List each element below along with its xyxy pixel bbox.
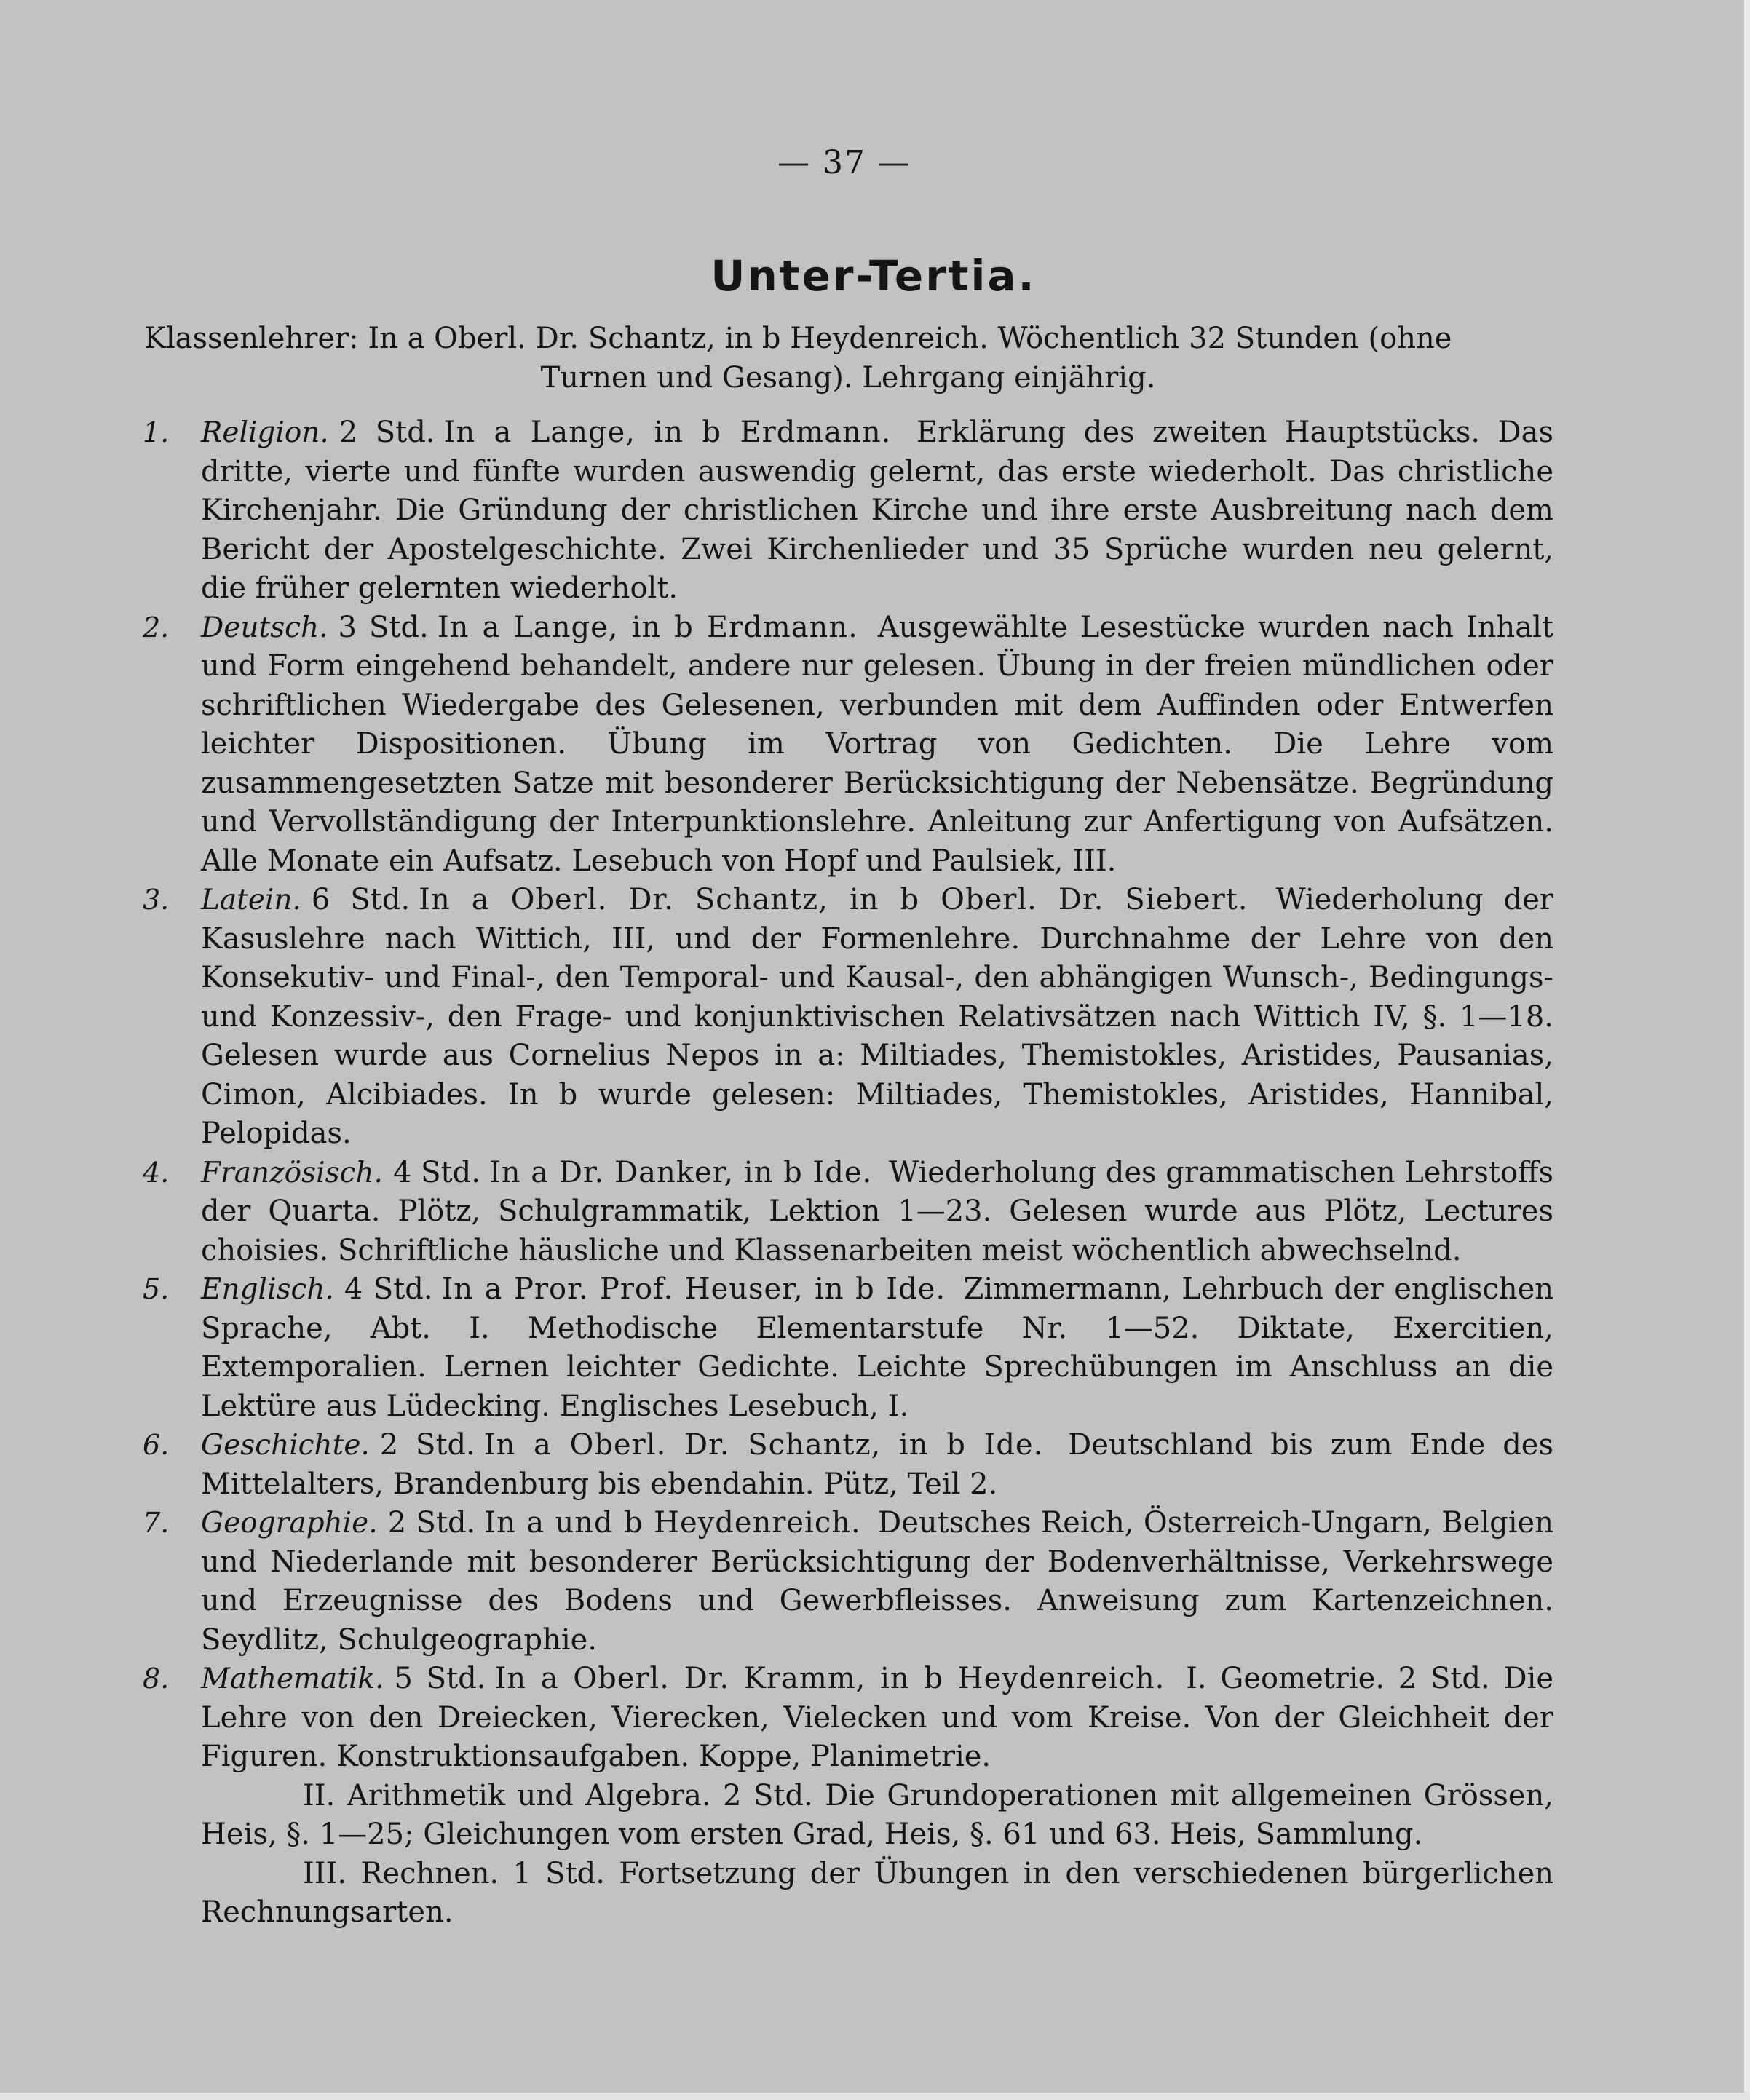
subject-teachers: In a Lange, in b Erdmann. <box>443 416 892 449</box>
subject-name: Deutsch. <box>201 611 328 644</box>
subject-name: Geschichte. <box>201 1429 370 1462</box>
subject-number: 6. <box>143 1429 170 1461</box>
subject-teachers: In a Pror. Prof. Heuser, in b Ide. <box>441 1272 946 1306</box>
subject-englisch <box>143 1270 1553 1426</box>
subject-name: Latein. <box>201 884 301 916</box>
class-info-line-2: Turnen und Gesang). Lehrgang einjährig. <box>540 361 1156 395</box>
scan-edge-right <box>1744 0 1750 2100</box>
subject-name: Französisch. <box>201 1156 383 1189</box>
subject-description: Erklärung des zweiten Hauptstücks. Das dritte, vierte und fünfte wurden auswendig gelernt, das erste wiederholt. Das christliche Kirchenjahr. Die Gründung der christlichen Kirche und ihre erste Ausbreitung nach dem Bericht der Apostelgeschichte. Zwei Kirchenlieder und 35 Sprüche wurden neu gelernt, die früher gelernten wiederholt. <box>201 416 1554 605</box>
subject-description: I. Geometrie. 2 Std. Die Lehre von den Dreiecken, Vierecken, Vielecken und vom Kreise. Von der Gleichheit der Figuren. Konstruktionsaufgaben. Koppe, Planimetrie. <box>201 1662 1554 1773</box>
subject-hours: 5 Std. <box>394 1662 486 1695</box>
subject-religion <box>143 413 1553 609</box>
subject-geographie <box>143 1504 1553 1660</box>
subject-subsection-rechnen: III. Rechnen. 1 Std. Fortsetzung der Übungen in den verschiedenen bürgerlichen Rechnungsarten. <box>201 1856 1553 1929</box>
page-number: — 37 — <box>777 144 911 181</box>
subject-deutsch <box>143 609 1553 881</box>
subject-mathematik <box>143 1660 1553 1933</box>
subject-teachers: In a Lange, in b Erdmann. <box>437 610 858 644</box>
subject-name: Religion. <box>201 416 329 449</box>
subject-hours: 3 Std. <box>338 610 429 644</box>
class-info-line-1: Klassenlehrer: In a Oberl. Dr. Schantz, in b Heydenreich. Wöchentlich 32 Stunden (ohne <box>144 322 1452 355</box>
subject-hours: 4 Std. <box>392 1155 480 1189</box>
subject-description: Deutsches Reich, Österreich-Ungarn, Belgien und Niederlande mit besonderer Berücksichtigung der Bodenverhältnisse, Verkehrswege und Erzeugnisse des Bodens und Gewerbfleisses. Anweisung zum Kartenzeichnen. Seydlitz, Schulgeographie. <box>201 1506 1553 1657</box>
subject-teachers: In a und b Heydenreich. <box>484 1506 861 1540</box>
subject-description: Wiederholung der Kasuslehre nach Wittich, III, und der Formenlehre. Durchnahme der Lehre von den Konsekutiv- und Final-, den Temporal- und Kausal-, den abhängigen Wunsch-, Bedingungs- und Konzessiv-, den Frage- und konjunktivischen Relativsätzen nach Wittich IV, §. 1—18. Gelesen wurde aus Cornelius Nepos in a: Miltiades, Themistokles, Aristides, Pausanias, Cimon, Alcibiades. In b wurde gelesen: Miltiades, Themistokles, Aristides, Hannibal, Pelopidas. <box>201 883 1553 1150</box>
subject-latein <box>143 881 1553 1154</box>
section-title: Unter-Tertia. <box>710 251 1037 301</box>
subject-teachers: In a Oberl. Dr. Kramm, in b Heydenreich. <box>494 1662 1165 1695</box>
subject-franzoesisch <box>143 1154 1553 1271</box>
subject-description: Deutschland bis zum Ende des Mittelalters, Brandenburg bis ebendahin. Pütz, Teil 2. <box>201 1428 1554 1501</box>
subject-subsection-arithmetik: II. Arithmetik und Algebra. 2 Std. Die Grundoperationen mit allgemeinen Grössen, Heis, §. 1—25; Gleichungen vom ersten Grad, Heis, §. 61 und 63. Heis, Sammlung. <box>201 1778 1553 1851</box>
scan-edge-bottom <box>0 2093 1750 2100</box>
subject-number: 7. <box>143 1507 170 1539</box>
subject-geschichte <box>143 1426 1553 1504</box>
subject-name: Geographie. <box>201 1507 378 1540</box>
subject-description: Ausgewählte Lesestücke wurden nach Inhalt und Form eingehend behandelt, andere nur gelesen. Übung in der freien mündlichen oder schriftlichen Wiedergabe des Gelesenen, verbunden mit dem Auffinden oder Entwerfen leichter Dispositionen. Übung im Vortrag von Gedichten. Die Lehre vom zusammengesetzten Satze mit besonderer Berücksichtigung der Nebensätze. Begründung und Vervollständigung der Interpunktionslehre. Anleitung zur Anfertigung von Aufsätzen. Alle Monate ein Aufsatz. Lesebuch von Hopf und Paulsiek, III. <box>201 610 1554 878</box>
subject-name: Englisch. <box>201 1273 334 1306</box>
subject-teachers: In a Dr. Danker, in b Ide. <box>488 1155 873 1189</box>
subject-number: 5. <box>143 1273 170 1305</box>
subject-name: Mathematik. <box>201 1663 384 1695</box>
subject-number: 8. <box>143 1663 170 1695</box>
subject-teachers: In a Oberl. Dr. Schantz, in b Oberl. Dr. Siebert. <box>419 883 1248 916</box>
subject-number: 2. <box>143 611 170 643</box>
subject-hours: 2 Std. <box>338 416 435 449</box>
subject-number: 4. <box>143 1156 170 1189</box>
class-info <box>144 319 1552 397</box>
subject-number: 1. <box>143 416 170 448</box>
subject-description: Wiederholung des grammatischen Lehrstoffs der Quarta. Plötz, Schulgrammatik, Lektion 1—23. Gelesen wurde aus Plötz, Lectures choisies. Schriftliche häusliche und Klassenarbeiten meist wöchentlich abwechselnd. <box>201 1155 1553 1267</box>
subject-hours: 2 Std. <box>387 1506 476 1540</box>
subject-hours: 6 Std. <box>311 883 411 916</box>
subject-description: Zimmermann, Lehrbuch der englischen Sprache, Abt. I. Methodische Elementarstufe Nr. 1—52. Diktate, Exercitien, Extemporalien. Lernen leichter Gedichte. Leichte Sprechübungen im Anschluss an die Lektüre aus Lüdecking. Englisches Lesebuch, I. <box>201 1272 1554 1423</box>
subject-hours: 4 Std. <box>344 1272 433 1306</box>
subject-number: 3. <box>143 884 170 916</box>
subject-list <box>143 413 1553 1933</box>
subject-hours: 2 Std. <box>379 1428 475 1462</box>
subject-teachers: In a Oberl. Dr. Schantz, in b Ide. <box>483 1428 1044 1462</box>
